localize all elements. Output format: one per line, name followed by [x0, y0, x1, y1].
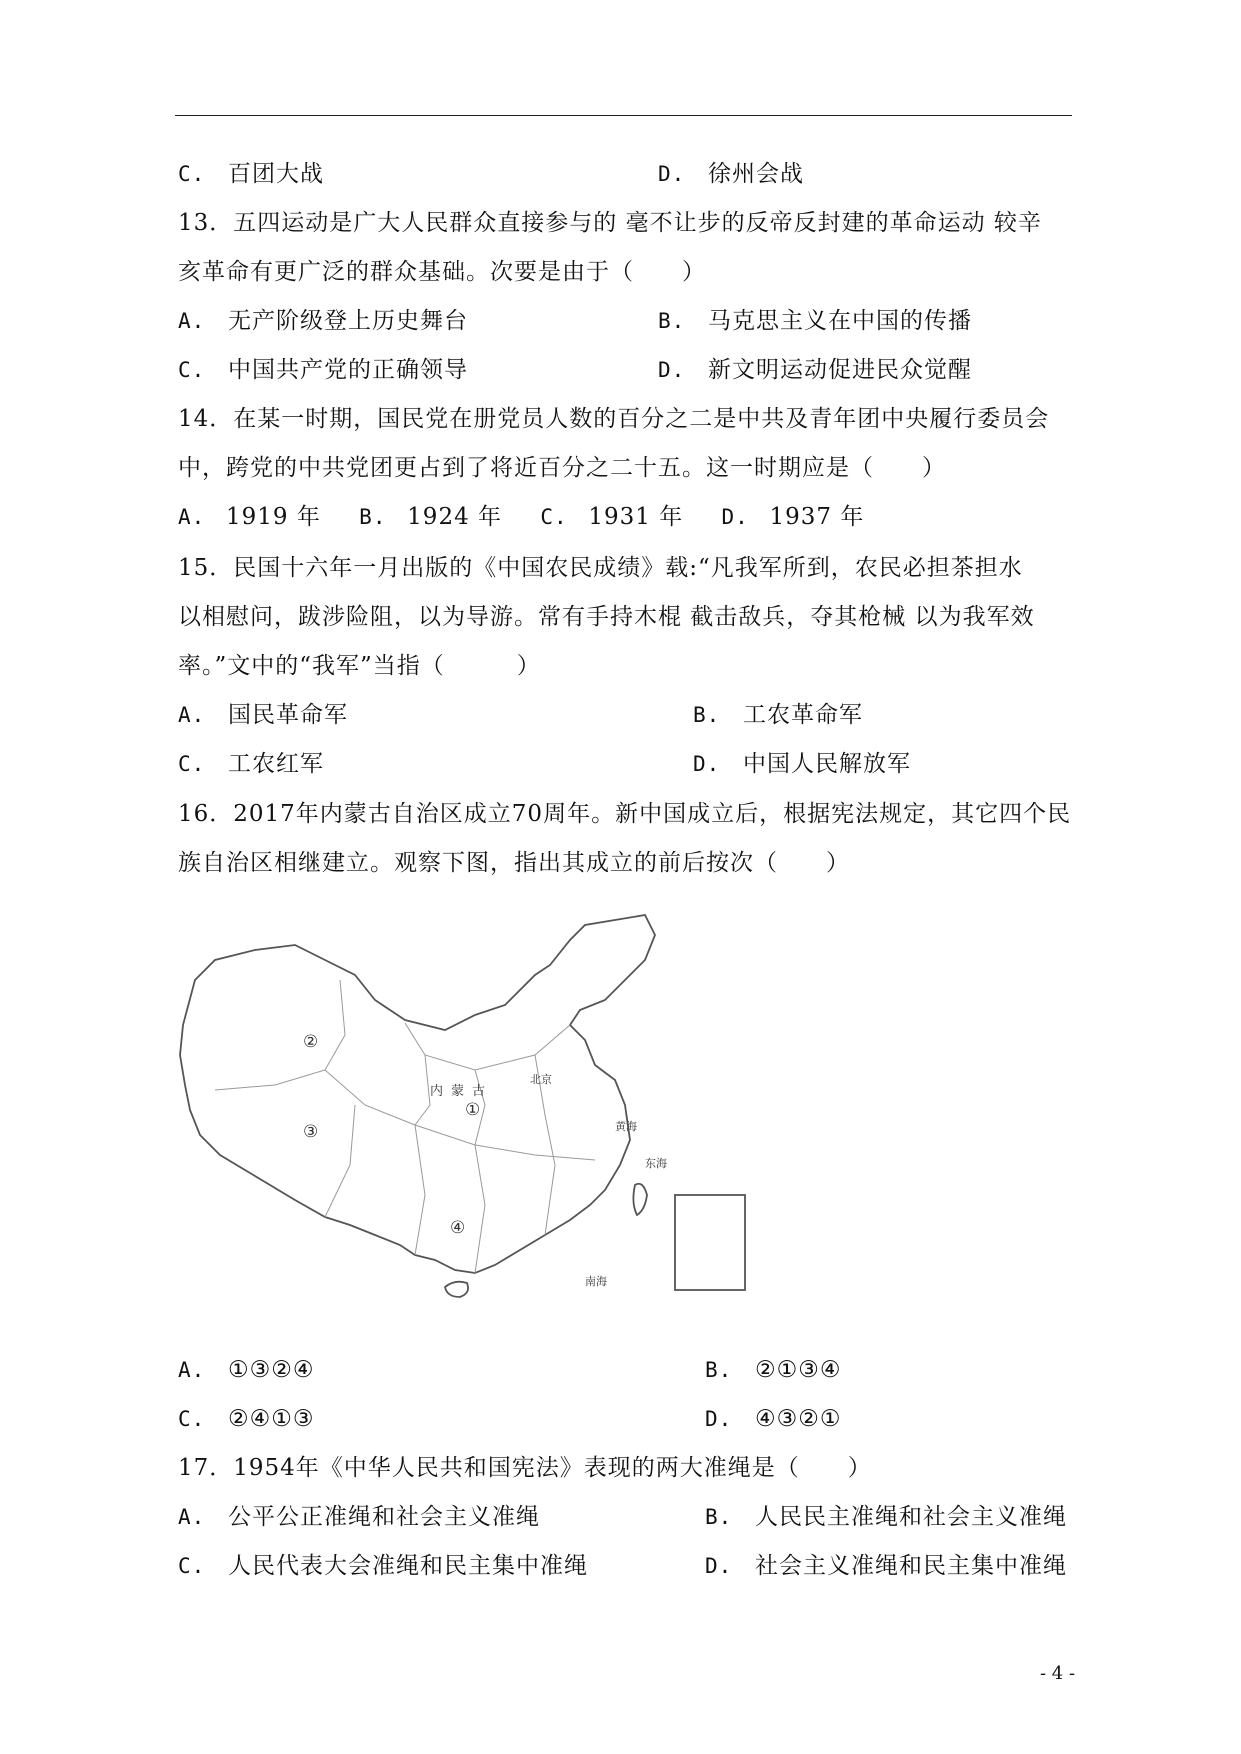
map-label-donghai: 东海 — [645, 1157, 667, 1170]
province-borders — [215, 980, 595, 1273]
question-14-line-1: 14．在某一时期，国民党在册党员人数的百分之二是中共及青年团中央履行委员会 — [178, 406, 1050, 432]
option-d: D. ④③②① — [705, 1406, 842, 1432]
option-d: D. 社会主义准绳和民主集中准绳 — [705, 1553, 1067, 1579]
option-b: B. 工农革命军 — [693, 702, 863, 728]
option-b: B. 1924 年 — [359, 504, 503, 530]
question-14-line-2: 中，跨党的中共党团更占到了将近百分之二十五。这一时期应是（ ） — [178, 455, 946, 481]
china-outline — [180, 915, 745, 1297]
map-marker-3: ③ — [303, 1122, 319, 1142]
page-number: - 4 - — [1040, 1663, 1076, 1684]
question-13-line-1: 13．五四运动是广大人民群众直接参与的 毫不让步的反帝反封建的革命运动 较辛 — [178, 210, 1042, 236]
question-15-line-2: 以相慰问，跋涉险阻，以为导游。常有手持木棍 截击敌兵，夺其枪械 以为我军效 — [178, 604, 1035, 630]
option-c: C. 人民代表大会准绳和民主集中准绳 — [178, 1553, 588, 1579]
question-13-line-2: 亥革命有更广泛的群众基础。次要是由于（ ） — [178, 259, 706, 285]
option-d: D. 中国人民解放军 — [693, 751, 911, 777]
option-a: A. 1919 年 — [178, 504, 321, 530]
question-17-line-1: 17．1954年《中华人民共和国宪法》表现的两大准绳是（ ） — [178, 1455, 872, 1481]
year-options-row — [178, 503, 894, 531]
question-16-line-1: 16．2017年内蒙古自治区成立70周年。新中国成立后，根据宪法规定，其它四个民 — [178, 801, 1072, 827]
map-label-neimenggu: 内蒙古 — [430, 1084, 494, 1099]
map-label-huanghai: 黄海 — [615, 1120, 637, 1133]
option-d: D. 新文明运动促进民众觉醒 — [658, 357, 972, 383]
map-label-beijing: 北京 — [530, 1073, 552, 1086]
question-15-line-1: 15．民国十六年一月出版的《中国农民成绩》载:“凡我军所到，农民必担茶担水 — [178, 555, 1023, 581]
option-b: B. ②①③④ — [705, 1357, 842, 1383]
question-15-line-3: 率。”文中的“我军”当指（ ） — [178, 653, 541, 679]
map-marker-2: ② — [303, 1032, 319, 1052]
option-c: C. 工农红军 — [178, 751, 324, 777]
option-c: C. ②④①③ — [178, 1406, 315, 1432]
map-label-nanhai: 南海 — [585, 1275, 607, 1288]
option-c: C. 百团大战 — [178, 161, 324, 187]
option-a: A. 无产阶级登上历史舞台 — [178, 308, 468, 334]
option-c: C. 1931 年 — [540, 504, 684, 530]
option-a: A. ①③②④ — [178, 1357, 315, 1383]
option-c: C. 中国共产党的正确领导 — [178, 357, 468, 383]
map-marker-1: ① — [465, 1100, 481, 1120]
option-a: A. 国民革命军 — [178, 702, 348, 728]
option-d: D. 徐州会战 — [658, 161, 804, 187]
option-b: B. 马克思主义在中国的传播 — [658, 308, 972, 334]
option-a: A. 公平公正准绳和社会主义准绳 — [178, 1504, 540, 1530]
option-b: B. 人民民主准绳和社会主义准绳 — [705, 1504, 1067, 1530]
question-16-line-2: 族自治区相继建立。观察下图，指出其成立的前后按次（ ） — [178, 850, 850, 876]
china-map-figure — [175, 905, 760, 1310]
map-marker-4: ④ — [450, 1218, 466, 1238]
option-d: D. 1937 年 — [721, 504, 865, 530]
header-rule — [175, 115, 1072, 116]
